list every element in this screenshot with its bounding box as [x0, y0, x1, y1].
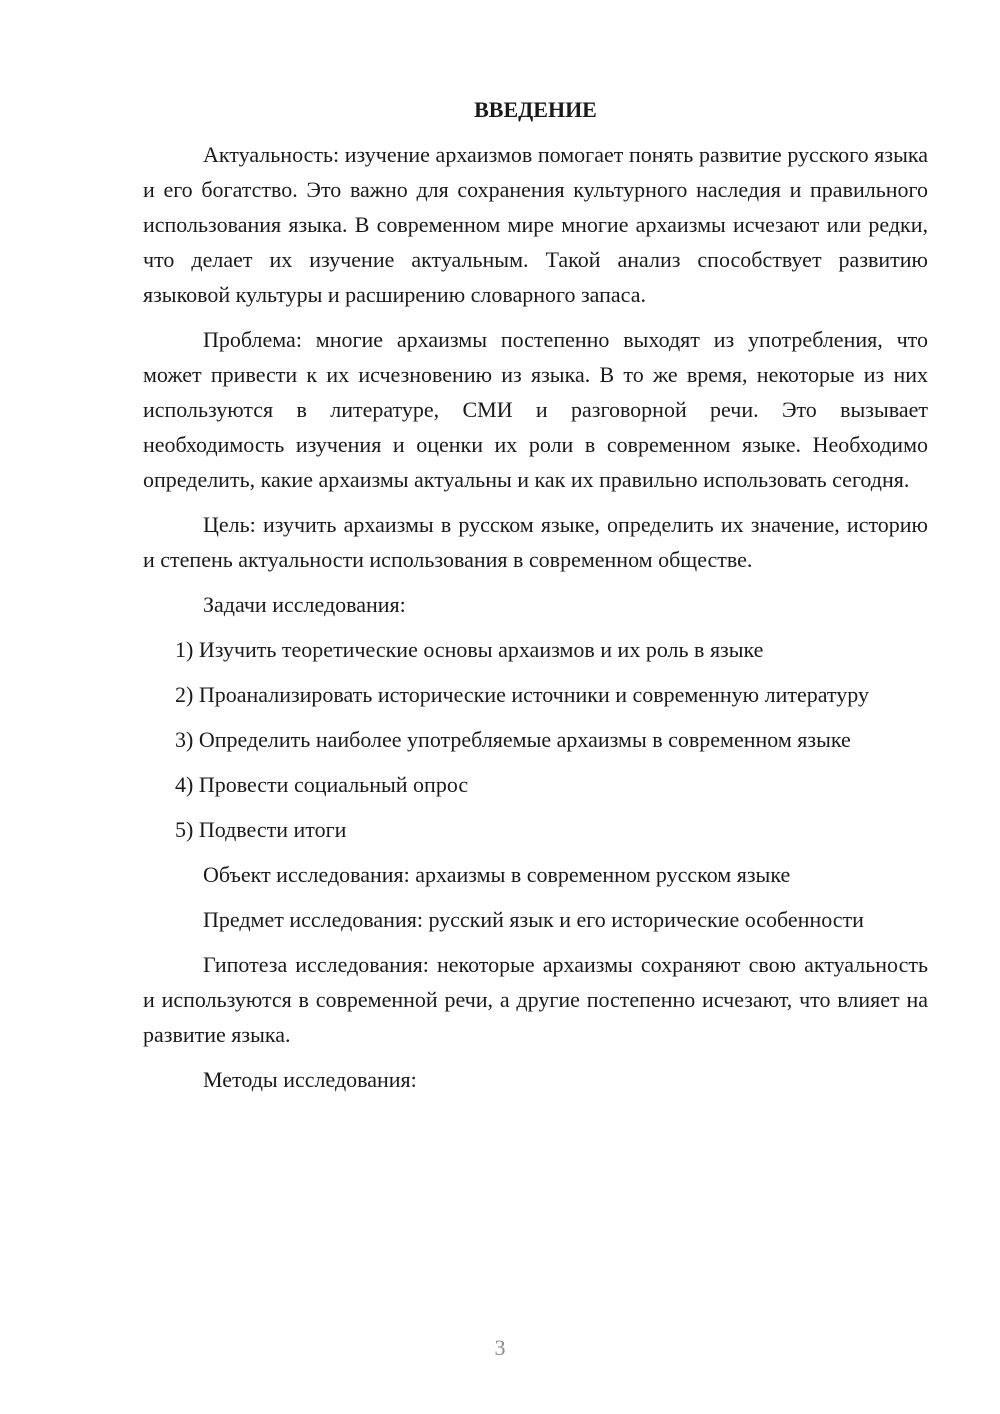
- section-title: ВВЕДЕНИЕ: [474, 97, 597, 122]
- page-content: [143, 92, 928, 1107]
- research-hypothesis-paragraph: Гипотеза исследования: некоторые архаизмы сохраняют свою актуальность и используются в современной речи, а другие постепенно исчезают, что влияет на развитие языка.: [143, 952, 928, 1047]
- task-item-1: 1) Изучить теоретические основы архаизмов и их роль в языке: [175, 637, 764, 662]
- research-object-paragraph: Объект исследования: архаизмы в современном русском языке: [203, 862, 791, 887]
- page-number: 3: [494, 1335, 506, 1360]
- problem-paragraph: Проблема: многие архаизмы постепенно выходят из употребления, что может привести к их исчезновению из языка. В то же время, некоторые из них используются в литературе, СМИ и разговорной речи. Это вызывает необходимость изучения и оценки их роли в современном языке. Необходимо определить, какие архаизмы актуальны и как их правильно использовать сегодня.: [143, 327, 928, 492]
- research-subject-paragraph: Предмет исследования: русский язык и его исторические особенности: [203, 907, 864, 932]
- task-item-4: 4) Провести социальный опрос: [175, 772, 469, 797]
- task-item-5: 5) Подвести итоги: [175, 817, 347, 842]
- research-methods-heading: Методы исследования:: [203, 1067, 417, 1092]
- goal-paragraph: Цель: изучить архаизмы в русском языке, определить их значение, историю и степень актуальности использования в современном обществе.: [143, 512, 928, 572]
- tasks-heading: Задачи исследования:: [203, 592, 406, 617]
- relevance-paragraph: Актуальность: изучение архаизмов помогает понять развитие русского языка и его богатство. Это важно для сохранения культурного наследия и правильного использования языка. В современном мире многие архаизмы исчезают или редки, что делает их изучение актуальным. Такой анализ способствует развитию языковой культуры и расширению словарного запаса.: [143, 142, 928, 307]
- task-item-2: 2) Проанализировать исторические источники и современную литературу: [175, 682, 869, 707]
- task-item-3: 3) Определить наиболее употребляемые архаизмы в современном языке: [175, 727, 851, 752]
